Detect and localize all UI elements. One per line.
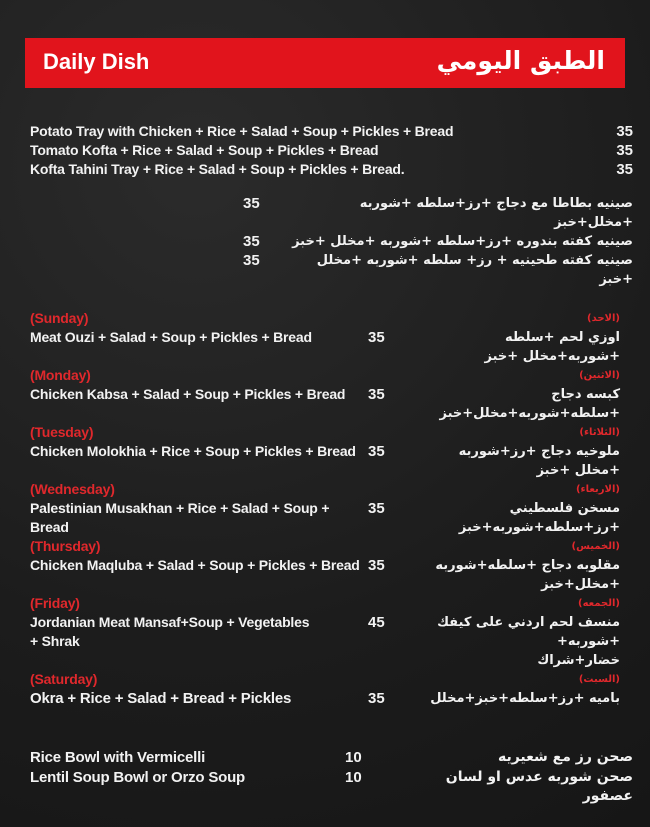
day-ar-friday: (الجمعه)	[578, 598, 620, 609]
day-row-monday	[30, 366, 620, 423]
dish-ar-monday: كبسه دجاج +سلطه+شوربه+مخلل+خبز	[439, 387, 620, 421]
dish-en-thursday: Chicken Maqluba + Salad + Soup + Pickles + Bread	[30, 557, 360, 573]
dish-ar-wednesday: مسخن فلسطيني +رز+سلطه+شوربه+خبز	[458, 501, 620, 535]
dish-ar-friday-block	[416, 613, 620, 670]
day-row-thursday	[30, 537, 620, 594]
day-ar-wednesday: (الاربعاء)	[575, 484, 620, 495]
price-monday: 35	[368, 386, 385, 403]
tray-ar-2: صينيه كفته بندوره +رز+سلطه +شوربه +مخلل +خبز	[292, 234, 633, 249]
dish-en-friday: Jordanian Meat Mansaf+Soup + Vegetables	[30, 614, 310, 630]
day-row-tuesday	[30, 423, 620, 480]
day-row-wednesday	[30, 480, 620, 537]
tray-ar-3: صينيه كفته طحينيه + رز+ سلطه +شوربه +مخلل +خبز	[316, 253, 633, 287]
tray-en-1-price: 35	[616, 123, 633, 140]
price-wednesday: 35	[368, 500, 385, 517]
day-row-sunday	[30, 309, 620, 366]
tray-en-2-price: 35	[616, 142, 633, 159]
dish-ar-sunday: اوزي لحم +سلطه +شوربه+مخلل +خبز	[484, 330, 620, 364]
day-ar-tuesday: (الثلاثاء)	[579, 427, 620, 438]
day-ar-saturday: (السبت)	[578, 674, 620, 685]
tray-en-1: Potato Tray with Chicken + Rice + Salad + Soup + Pickles + Bread	[30, 123, 454, 139]
tray-ar-row	[243, 194, 633, 232]
day-en-tuesday: (Tuesday)	[30, 424, 94, 440]
price-saturday: 35	[368, 690, 385, 707]
side-ar-2: صحن شوربه عدس او لسان عصفور	[445, 769, 633, 804]
dish-en-wednesday: Palestinian Musakhan + Rice + Salad + Soup + Bread	[30, 500, 330, 535]
tray-en-row	[30, 160, 633, 179]
price-friday: 45	[368, 614, 385, 631]
dish-ar-friday-line2: خضار+شراك	[537, 653, 620, 668]
side-2-price: 10	[345, 769, 362, 786]
side-row	[30, 768, 633, 806]
tray-ar-1: صينيه بطاطا مع دجاج +رز+سلطه +شوربه +مخلل+خبز	[359, 196, 633, 230]
tray-ar-3-price: 35	[243, 252, 260, 269]
side-en-1: Rice Bowl with Vermicelli	[30, 749, 206, 766]
tray-en-2: Tomato Kofta + Rice + Salad + Soup + Pickles + Bread	[30, 142, 379, 158]
tray-ar-2-price: 35	[243, 233, 260, 250]
day-en-thursday: (Thursday)	[30, 538, 101, 554]
side-en-2: Lentil Soup Bowl or Orzo Soup	[30, 769, 246, 786]
dish-ar-friday: منسف لحم اردني على كيفك +شوربه+	[437, 615, 620, 649]
title-en: Daily Dish	[43, 49, 150, 74]
day-en-wednesday: (Wednesday)	[30, 481, 115, 497]
day-row-friday	[30, 594, 620, 670]
price-sunday: 35	[368, 329, 385, 346]
dish-ar-saturday: باميه +رز+سلطه+خبز+مخلل	[430, 691, 620, 706]
day-en-monday: (Monday)	[30, 367, 91, 383]
dish-en-friday-block	[30, 613, 360, 670]
day-en-sunday: (Sunday)	[30, 310, 89, 326]
tray-ar-1-price: 35	[243, 195, 260, 212]
dish-ar-thursday: مقلوبه دجاج +سلطه+شوربه +مخلل+خبز	[435, 558, 620, 592]
tray-ar-row	[243, 251, 633, 289]
side-row	[30, 748, 633, 767]
header-banner	[25, 38, 625, 88]
trays-arabic	[243, 194, 633, 289]
price-thursday: 35	[368, 557, 385, 574]
day-en-friday: (Friday)	[30, 595, 80, 611]
side-1-price: 10	[345, 749, 362, 766]
title-ar: الطبق اليومي	[436, 46, 605, 75]
side-ar-1: صحن رز مع شعيريه	[497, 749, 633, 765]
dish-en-monday: Chicken Kabsa + Salad + Soup + Pickles + Bread	[30, 386, 346, 402]
tray-en-row	[30, 122, 633, 141]
day-en-saturday: (Saturday)	[30, 671, 98, 687]
sides-menu	[30, 748, 633, 806]
tray-en-3: Kofta Tahini Tray + Rice + Salad + Soup + Pickles + Bread.	[30, 161, 405, 177]
dish-ar-tuesday: ملوخيه دجاج +رز+شوربه +مخلل +خبز	[458, 444, 620, 478]
daily-menu	[30, 309, 620, 708]
dish-en-sunday: Meat Ouzi + Salad + Soup + Pickles + Bread	[30, 329, 312, 345]
dish-en-saturday: Okra + Rice + Salad + Bread + Pickles	[30, 690, 292, 707]
day-ar-sunday: (الاحد)	[587, 313, 620, 324]
day-row-saturday	[30, 670, 620, 708]
day-ar-monday: (الاثنين)	[579, 370, 620, 381]
tray-en-row	[30, 141, 633, 160]
price-tuesday: 35	[368, 443, 385, 460]
day-ar-thursday: (الخميس)	[571, 541, 620, 552]
dish-en-friday-line2: + Shrak	[30, 633, 80, 649]
tray-ar-row	[243, 232, 633, 251]
dish-en-tuesday: Chicken Molokhia + Rice + Soup + Pickles + Bread	[30, 443, 356, 459]
trays-english	[30, 122, 633, 179]
tray-en-3-price: 35	[616, 161, 633, 178]
